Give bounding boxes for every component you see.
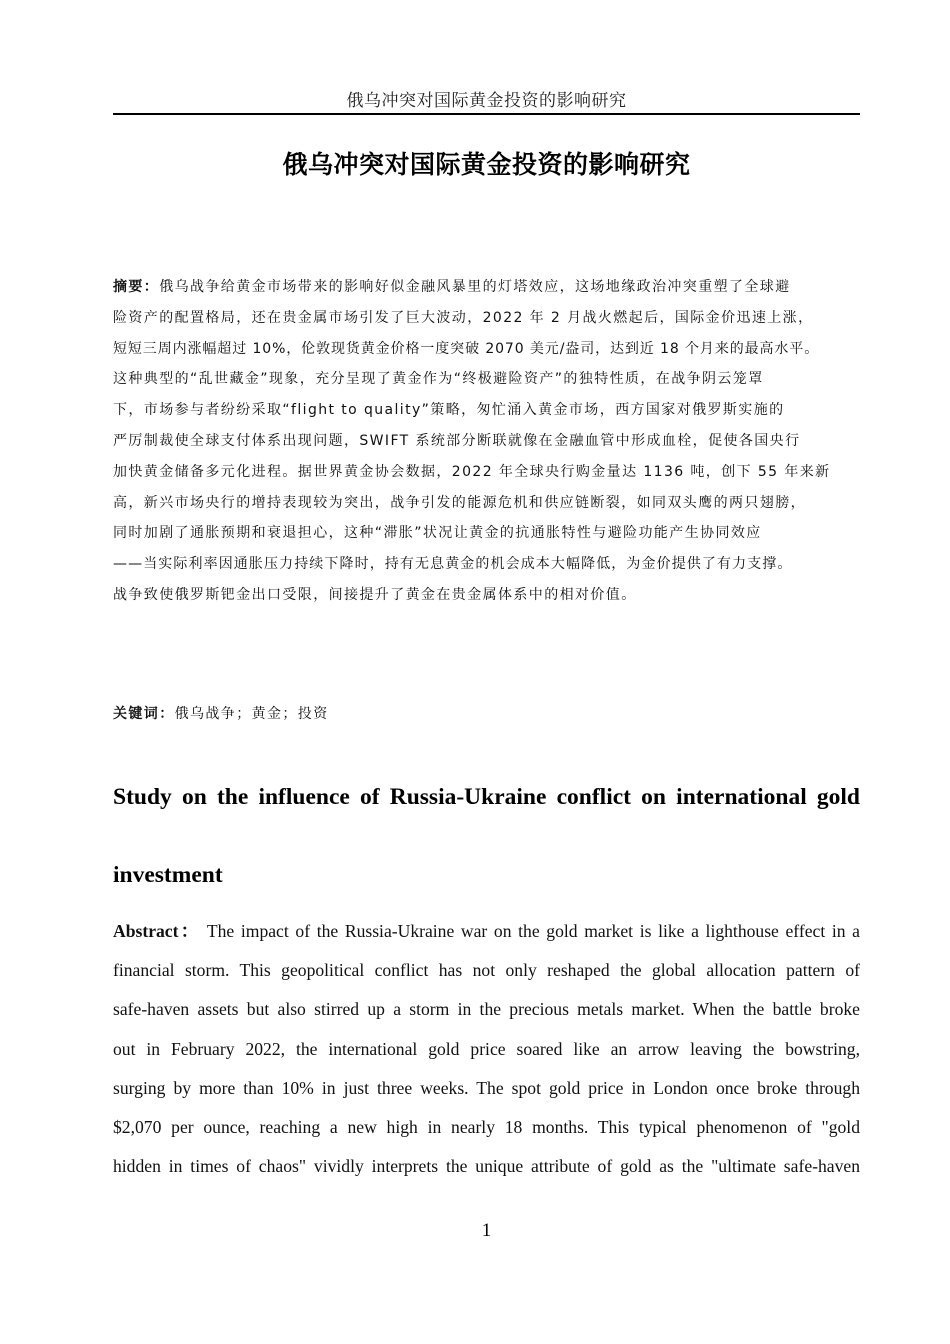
abstract-line: safe-haven assets but also stirred up a storm in the precious metals market. When the battle broke bbox=[113, 999, 860, 1020]
abstract-line: 战争致使俄罗斯钯金出口受限，间接提升了黄金在贵金属体系中的相对价值。 bbox=[113, 586, 637, 603]
abstract-line: hidden in times of chaos" vividly interprets the unique attribute of gold as the "ultimate safe-haven bbox=[113, 1156, 860, 1177]
abstract-line: 加快黄金储备多元化进程。据世界黄金协会数据，2022 年全球央行购金量达 1136 吨，创下 55 年来新 bbox=[113, 463, 831, 480]
page-number: 1 bbox=[481, 1220, 492, 1241]
header-rule bbox=[113, 113, 860, 115]
abstract-line: 险资产的配置格局，还在贵金属市场引发了巨大波动，2022 年 2 月战火燃起后，国际金价迅速上涨， bbox=[113, 309, 814, 326]
abstract-line: 摘要：俄乌战争给黄金市场带来的影响好似金融风暴里的灯塔效应，这场地缘政治冲突重塑了全球避 bbox=[113, 279, 791, 295]
chinese-title: 俄乌冲突对国际黄金投资的影响研究 bbox=[282, 150, 691, 179]
chinese-keywords bbox=[113, 700, 873, 728]
abstract-line: 同时加剧了通胀预期和衰退担心，这种“滞胀”状况让黄金的抗通胀特性与避险功能产生协同效应 bbox=[113, 525, 762, 542]
running-header: 俄乌冲突对国际黄金投资的影响研究 bbox=[346, 91, 627, 111]
abstract-label: 摘要： bbox=[113, 279, 160, 295]
keywords-text: 俄乌战争；黄金；投资 bbox=[174, 706, 329, 722]
abstract-line: surging by more than 10% in just three weeks. The spot gold price in London once broke through bbox=[113, 1077, 860, 1098]
abstract-line: Abstract： The impact of the Russia-Ukraine war on the gold market is like a lighthouse effect in a bbox=[113, 921, 860, 941]
chinese-abstract bbox=[113, 272, 873, 611]
keywords-label: 关键词： bbox=[113, 706, 175, 722]
abstract-line: out in February 2022, the international gold price soared like an arrow leaving the bowstring, bbox=[113, 1038, 860, 1059]
english-title-line-1: Study on the influence of Russia-Ukraine conflict on international gold bbox=[113, 784, 860, 810]
english-abstract bbox=[113, 912, 860, 1186]
abstract-line: financial storm. This geopolitical conflict has not only reshaped the global allocation pattern of bbox=[113, 960, 860, 981]
abstract-line: 这种典型的“乱世藏金”现象，充分呈现了黄金作为“终极避险资产”的独特性质，在战争阴云笼罩 bbox=[113, 371, 764, 388]
abstract-label: Abstract： bbox=[113, 921, 201, 941]
abstract-line: 严厉制裁使全球支付体系出现问题，SWIFT 系统部分断联就像在金融血管中形成血栓，促使各国央行 bbox=[113, 432, 801, 449]
abstract-line: $2,070 per ounce, reaching a new high in nearly 18 months. This typical phenomenon of "gold bbox=[113, 1117, 860, 1138]
abstract-line: ——当实际利率因通胀压力持续下降时，持有无息黄金的机会成本大幅降低，为金价提供了有力支撑。 bbox=[113, 556, 793, 573]
english-title-line-2: investment bbox=[113, 862, 223, 888]
abstract-line: 高，新兴市场央行的增持表现较为突出，战争引发的能源危机和供应链断裂，如同双头鹰的两只翅膀， bbox=[113, 494, 806, 511]
abstract-line: 下，市场参与者纷纷采取“flight to quality”策略，匆忙涌入黄金市场，西方国家对俄罗斯实施的 bbox=[113, 402, 785, 419]
abstract-line: 短短三周内涨幅超过 10%，伦敦现货黄金价格一度突破 2070 美元/盎司，达到近 18 个月来的最高水平。 bbox=[113, 340, 820, 357]
english-title bbox=[113, 778, 860, 914]
